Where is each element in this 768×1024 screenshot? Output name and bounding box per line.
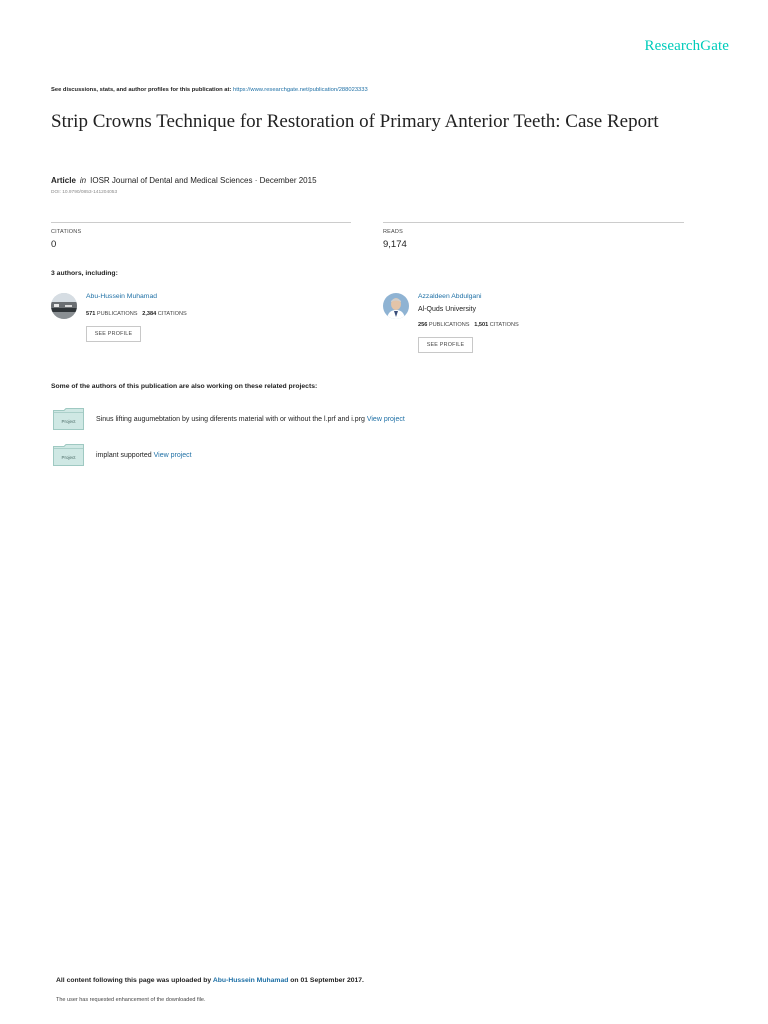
see-profile-button[interactable]: SEE PROFILE	[86, 326, 141, 342]
publication-type: Article	[51, 176, 76, 185]
publications-label: PUBLICATIONS	[428, 322, 470, 328]
author-name-link[interactable]: Azzaldeen Abdulgani	[418, 293, 482, 300]
project-item	[96, 452, 192, 459]
upload-date: on 01 September 2017.	[290, 977, 364, 984]
researchgate-logo[interactable]: ResearchGate	[644, 38, 729, 54]
author-citations-count: 1,501	[474, 322, 489, 328]
citations-count: 0	[51, 239, 57, 250]
publications-count: 256	[418, 322, 428, 328]
project-item	[96, 416, 405, 423]
reads-label: READS	[383, 229, 403, 235]
upload-prefix: All content following this page was uploaded by	[56, 977, 212, 984]
publication-title: Strip Crowns Technique for Restoration of Primary Anterior Teeth: Case Report	[51, 111, 659, 132]
reads-count: 9,174	[383, 239, 407, 250]
discussion-prefix: See discussions, stats, and author profiles for this publication at:	[51, 87, 232, 93]
author-avatar[interactable]	[383, 293, 409, 319]
citations-label: CITATIONS	[51, 229, 82, 235]
project-folder-icon	[53, 408, 84, 430]
publications-label: PUBLICATIONS	[96, 311, 138, 317]
project-icon-label: Project	[61, 455, 76, 460]
authors-heading: 3 authors, including:	[51, 270, 118, 277]
discussion-line	[51, 87, 368, 93]
project-title: Sinus lifting augumebtation by using diferents material with or without the l.prf and i.prg	[96, 416, 365, 423]
author-citations-label: CITATIONS	[157, 311, 187, 317]
author-citations-count: 2,384	[142, 311, 157, 317]
project-folder-icon	[53, 444, 84, 466]
meta-separator: ·	[254, 176, 258, 185]
project-title: implant supported	[96, 452, 152, 459]
citations-divider	[51, 222, 351, 223]
see-profile-button[interactable]: SEE PROFILE	[418, 337, 473, 353]
publication-doi: DOI: 10.9790/0853-141204053	[51, 190, 118, 195]
uploader-name-link[interactable]: Abu-Hussein Muhamad	[212, 977, 289, 984]
author-citations-label: CITATIONS	[489, 322, 519, 328]
author-institution[interactable]: Al-Quds University	[418, 306, 476, 313]
enhancement-note: The user has requested enhancement of the downloaded file.	[56, 997, 206, 1003]
in-label: in	[79, 176, 87, 185]
publication-meta	[51, 176, 317, 185]
publication-date: December 2015	[259, 176, 317, 185]
author-stats	[86, 311, 187, 317]
view-project-link[interactable]: View project	[153, 452, 192, 459]
related-projects-heading: Some of the authors of this publication are also working on these related projects:	[51, 383, 318, 390]
publication-url-link[interactable]: https://www.researchgate.net/publication/288023333	[233, 87, 368, 93]
upload-notice	[56, 977, 364, 984]
journal-name: IOSR Journal of Dental and Medical Sciences	[90, 176, 253, 185]
project-icon-label: Project	[61, 419, 76, 424]
author-name-link[interactable]: Abu-Hussein Muhamad	[86, 293, 158, 300]
view-project-link[interactable]: View project	[366, 416, 405, 423]
author-avatar[interactable]	[51, 293, 77, 319]
author-stats	[418, 322, 519, 328]
publications-count: 571	[86, 311, 96, 317]
reads-divider	[383, 222, 684, 223]
